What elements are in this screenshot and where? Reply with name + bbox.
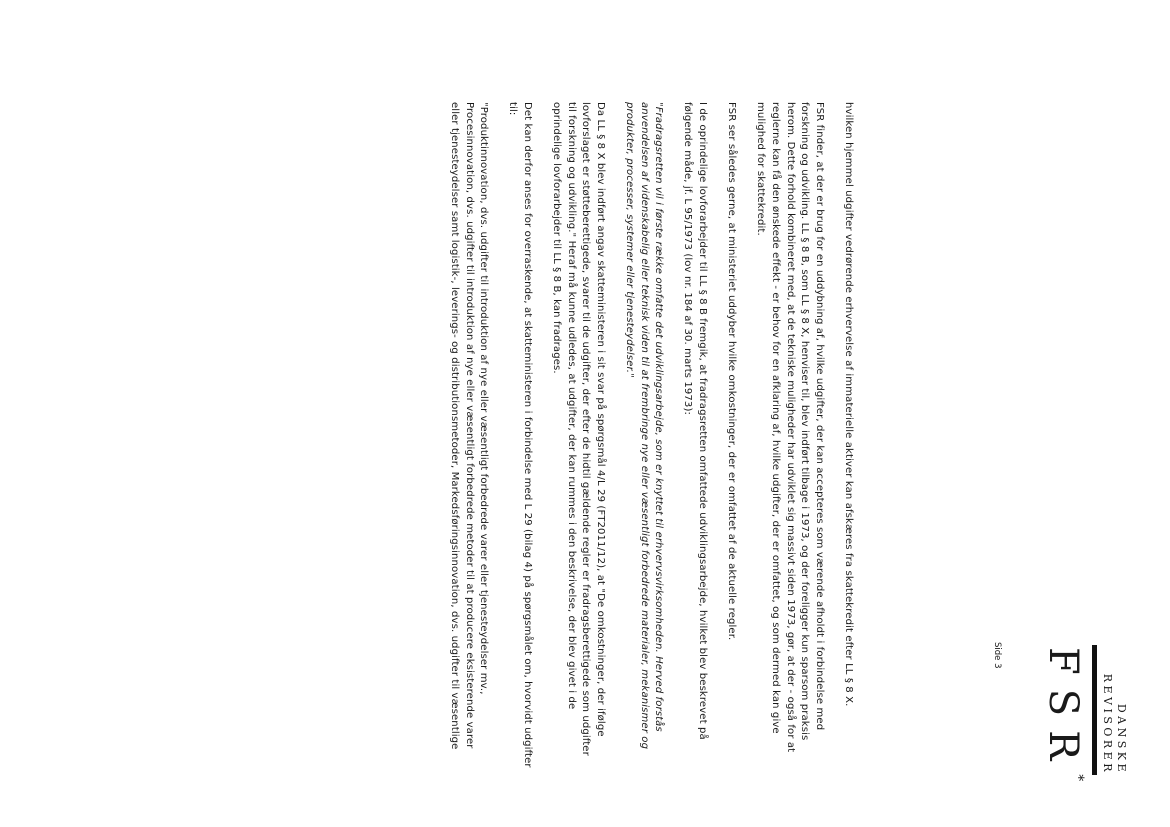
logo-line-2: REVISORER [1101, 673, 1114, 775]
paragraph: FSR finder, at der er brug for en uddybning af, hvilke udgifter, der kan accepteres som værende afholdt i forbindelse med forskning og udvikling. LL § 8 B, som LL § 8 X, henviser til, blev indført tilbage i 1973, og der foreligger kun sparsom praksis herom. Dette forhold kombineret med, at de tekniske muligheder har udviklet sig massivt siden 1973, gør, at der - også for at reglerne kan få den ønskede effekt - er behov for en afklaring af, hvilke udgifter, der er omfattet, og som dermed kan give mulighed for skattekredit. [755, 102, 825, 753]
paragraph: hvilken hjemmel udgifter vedrørende erhvervelse af immaterielle aktiver kan afskæres fra skattekredit efter LL § 8 X. [843, 102, 854, 707]
logo-mark [1040, 645, 1086, 796]
paragraph: Da LL § 8 X blev indført angav skatteministeren i sit svar på spørgsmål 4/L 29 (FT2011/12), at "De omkostninger, der ifølge lovforslaget er støtteberettigede, svarer til de udgifter, der efter de hidtil gældende regler er fradragsberettigede som udgifter til forskning og udvikling." Heraf må kunne udledes, at udgifter, der kan rummes i den beskrivelse, der blev givet i de oprindelige lovforarbejder til LL § 8 B, kan fradrages. [551, 102, 606, 756]
paragraph: "Produktinnovation, dvs. udgifter til introduktion af nye eller væsentligt forbedrede varer eller tjenesteydelser mv., Procesinnovation, dvs. udgifter til introduktion af nye eller væsentligt forbedrede metoder til at producere eksisterende varer eller tjenesteydelser samt logistik-, leverings- og distributionsmetoder, Markedsføringsinnovation, dvs. udgifter til væsentlige [448, 102, 490, 750]
logo-line-1: DANSKE [1115, 703, 1128, 775]
logo-text [1100, 645, 1128, 775]
paragraph: Det kan derfor anses for overraskende, at skatteministeren i forbindelse med L 29 (bilag 4) på spørgsmålet om, hvorvidt udgifter til: [507, 102, 533, 768]
logo-star: * [1070, 774, 1086, 796]
logo-bar [1092, 645, 1097, 775]
page-number: Side 3 [992, 642, 1002, 669]
paragraph: FSR ser således gerne, at ministeriet uddyber hvilke omkostninger, der er omfattet af de aktuelle regler. [726, 102, 738, 641]
logo-mark-text: FSR [1040, 647, 1086, 775]
fsr-logo [1008, 645, 1128, 796]
paragraph: "Fradragsretten vil i første række omfatte det udviklingsarbejde, som er knyttet til erhvervsvirksomheden. Herved forstås anvendelsen af videnskabelig eller teknisk viden til at frembringe nye eller væsentligt forbedrede materialer, mekanismer og produkter, processer, systemer eller tjenesteydelser." [624, 102, 665, 750]
body-text [432, 102, 855, 768]
paragraph: I de oprindelige lovforarbejder til LL § 8 B fremgik, at fradragsretten omfattede udviklingsarbejde, hvilket blev beskrevet på følgende måde, jf. L 95/1973 (lov nr. 184 af 30. marts 1973): [682, 102, 709, 740]
